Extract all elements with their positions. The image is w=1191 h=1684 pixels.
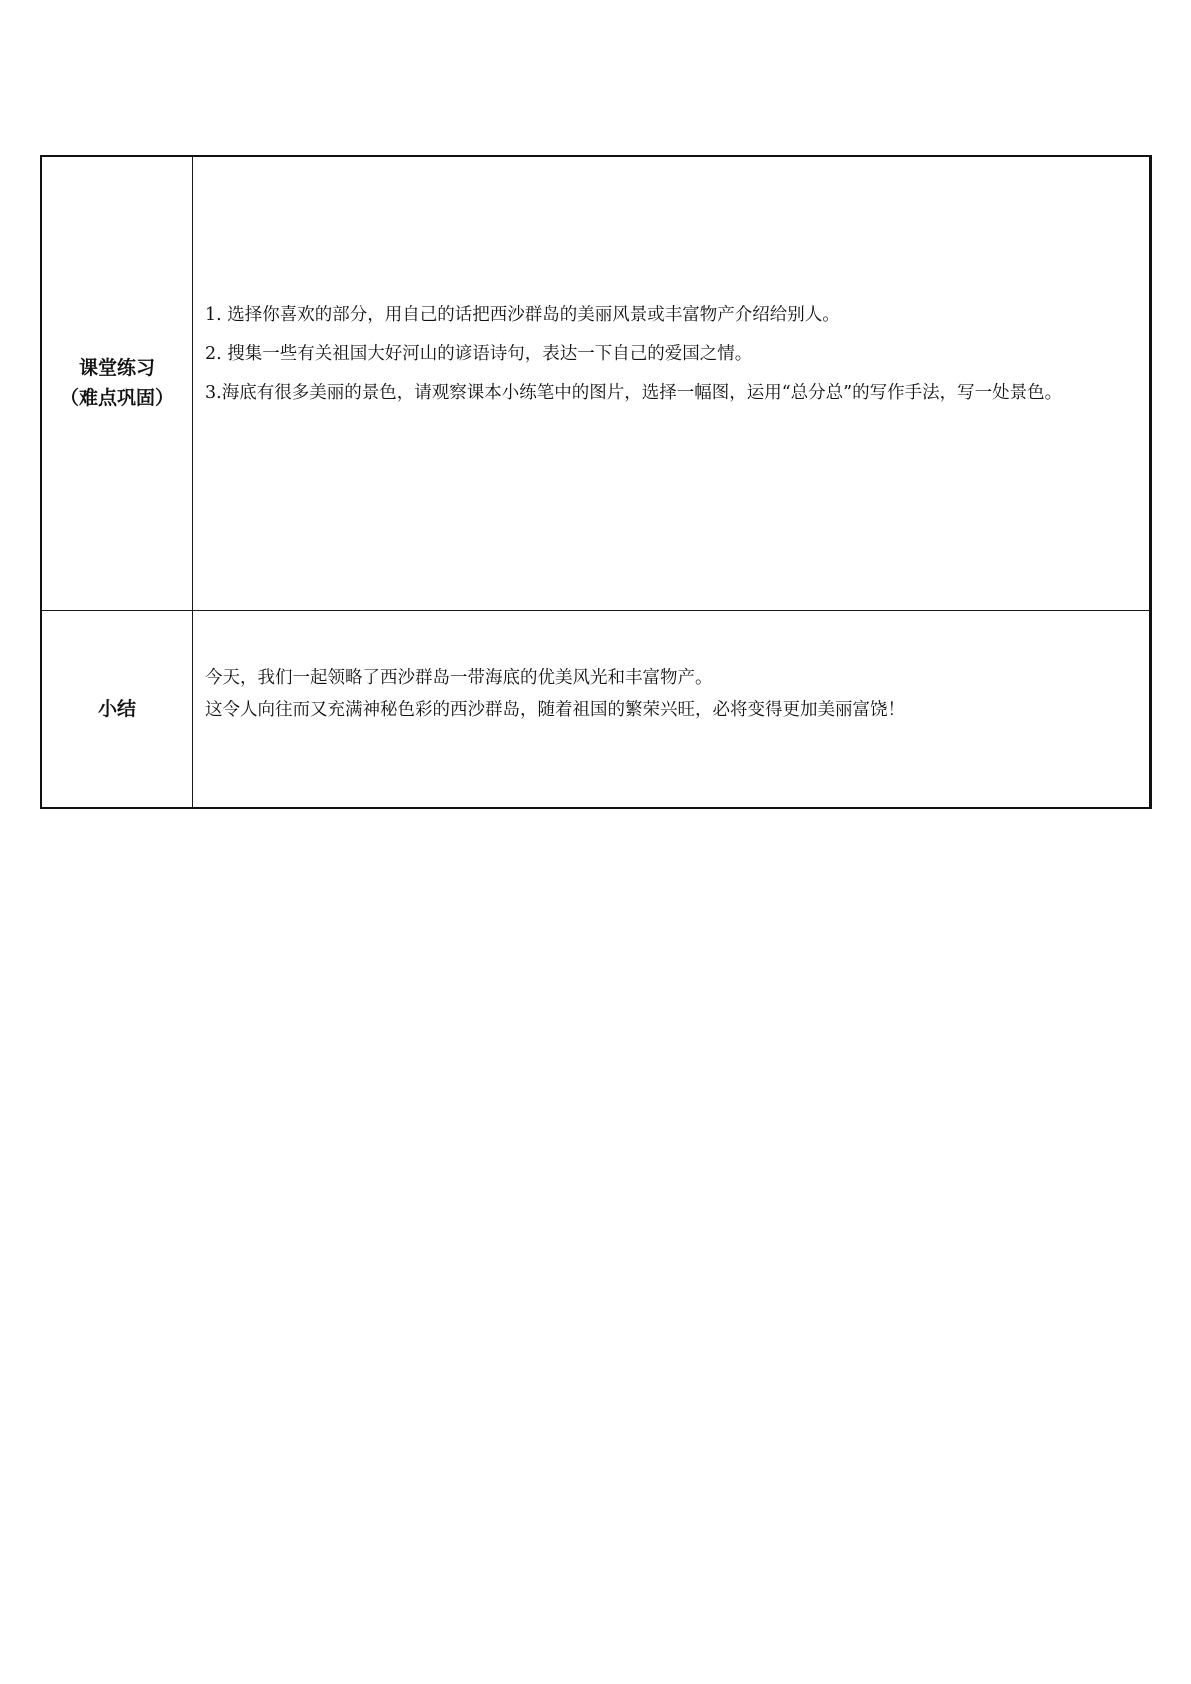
practice-list [205,299,1135,409]
practice-sublabel: （难点巩固） [59,387,174,410]
practice-item: 3.海底有很多美丽的景色，请观察课本小练笔中的图片，选择一幅图，运用“总分总”的写作手法，写一处景色。 [205,382,1063,403]
practice-label: 课堂练习 [78,357,155,380]
lesson-table [40,155,1152,809]
practice-row [41,156,1151,610]
summary-text [205,662,1135,726]
practice-item: 2. 搜集一些有关祖国大好河山的谚语诗句，表达一下自己的爱国之情。 [205,343,753,364]
summary-line: 今天，我们一起领略了西沙群岛一带海底的优美风光和丰富物产。 [205,667,713,688]
practice-item: 1. 选择你喜欢的部分，用自己的话把西沙群岛的美丽风景或丰富物产介绍给别人。 [205,304,840,325]
summary-label: 小结 [97,697,136,720]
summary-line: 这令人向往而又充满神秘色彩的西沙群岛，随着祖国的繁荣兴旺，必将变得更加美丽富饶！ [205,699,905,720]
summary-content-cell [193,610,1151,808]
summary-label-cell [41,610,193,808]
summary-row [41,610,1151,808]
practice-label-cell [41,156,193,610]
practice-content-cell [193,156,1151,610]
